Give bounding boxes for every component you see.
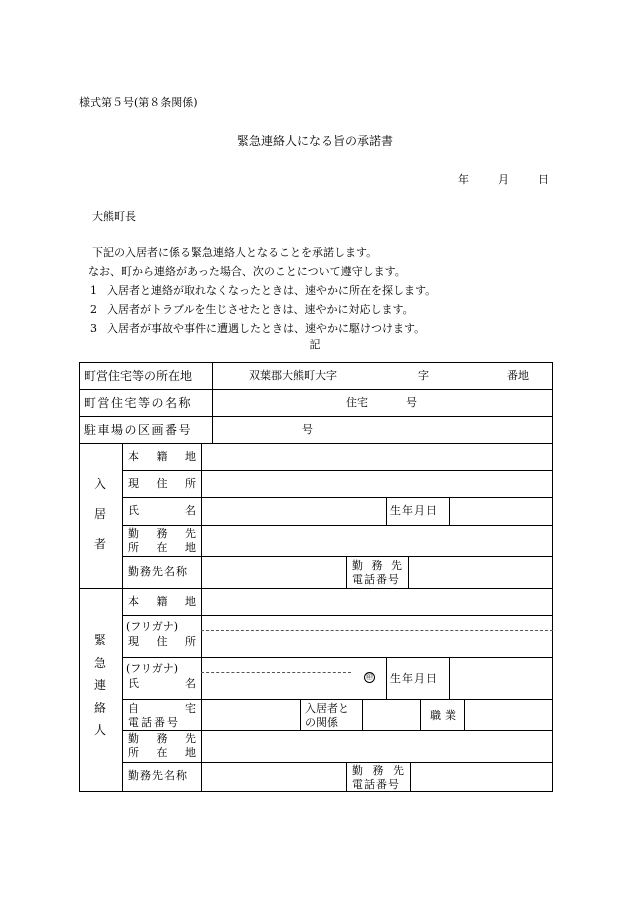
- banchi-label: 番地: [507, 369, 529, 382]
- pledge-text: 入居者がトラブルを生じさせたときは、速やかに対応します。: [107, 303, 414, 316]
- col-divider: [464, 699, 465, 730]
- pledge-text: 入居者が事故や事件に遭遇したときは、速やかに駆けつけます。: [107, 322, 426, 335]
- row-divider: [79, 443, 553, 444]
- resident-name-label: [128, 505, 196, 516]
- date-line: [458, 174, 549, 185]
- contact-relation-label-1: 入居者と: [305, 702, 349, 715]
- group-char: 急: [94, 655, 107, 670]
- label-char: 先: [393, 764, 404, 777]
- seal-mark: ㊞: [366, 673, 373, 681]
- row-divider: [122, 497, 553, 498]
- label-char: 地: [185, 595, 196, 608]
- document-title: 緊急連絡人になる旨の承諾書: [236, 134, 393, 148]
- label-char: 勤: [352, 559, 363, 572]
- parking-label: 駐車場の区画番号: [84, 423, 193, 437]
- label-char: 現: [128, 477, 139, 490]
- group-char: 人: [94, 723, 107, 737]
- consent-statement: 下記の入居者に係る緊急連絡人となることを承諾します。: [92, 246, 378, 259]
- parking-go-label: 号: [302, 423, 313, 436]
- contact-occupation-label: 職業: [430, 709, 460, 722]
- resident-work-tel-label-1: [352, 560, 402, 571]
- label-char: 本: [128, 450, 139, 463]
- group-char: 者: [94, 537, 107, 551]
- label-char: 所: [128, 746, 139, 759]
- label-char: 勤: [352, 764, 363, 777]
- label-char: 宅: [185, 702, 196, 715]
- date-year: 年: [458, 173, 469, 186]
- contact-group-label: [94, 634, 106, 736]
- addressee: 大熊町長: [92, 210, 136, 223]
- label-char: 本: [128, 595, 139, 608]
- row-divider: [79, 389, 553, 390]
- col-divider: [386, 497, 387, 525]
- housing-name-label: 町営住宅等の名称: [84, 396, 193, 410]
- resident-group-label: [94, 478, 106, 550]
- pledge-number: 1: [90, 284, 97, 297]
- location-label: 町営住宅等の所在地: [84, 369, 193, 383]
- label-char: 地: [185, 746, 196, 759]
- row-divider: [122, 525, 553, 526]
- label-char: 先: [185, 527, 196, 540]
- label-char: 住: [156, 477, 168, 490]
- col-divider: [362, 699, 363, 730]
- label-char: 住: [156, 635, 168, 648]
- row-divider: [122, 556, 553, 557]
- group-char: 緊: [94, 633, 107, 647]
- label-char: 名: [185, 504, 196, 517]
- row-divider: [122, 657, 553, 658]
- resident-work-name-label: 勤務先名称: [128, 565, 188, 578]
- row-divider: [122, 615, 553, 616]
- label-char: 名: [185, 677, 196, 690]
- label-char: 所: [185, 635, 196, 648]
- label-char: 勤: [128, 527, 139, 540]
- contact-work-addr-label-1: [128, 733, 196, 744]
- col-divider: [122, 443, 123, 792]
- resident-genjusho-label: [128, 478, 196, 489]
- contact-honseki-label: [128, 596, 196, 607]
- compliance-statement: なお、町から連絡があった場合、次のことについて遵守します。: [88, 265, 406, 278]
- col-divider: [346, 762, 347, 792]
- contact-home-tel-label-2: 電話番号: [128, 716, 180, 729]
- label-char: 務: [156, 732, 168, 745]
- furigana-divider: [201, 672, 351, 673]
- pledge-number: 3: [90, 322, 97, 335]
- col-divider: [201, 443, 202, 792]
- row-divider: [79, 416, 553, 417]
- housing-go-label: 号: [406, 396, 417, 409]
- ki-marker: 記: [309, 338, 321, 351]
- col-divider: [420, 699, 421, 730]
- label-char: 籍: [156, 595, 168, 608]
- pledge-item-3: [90, 323, 425, 334]
- location-prefix: 双葉郡大熊町大字: [249, 369, 337, 382]
- group-char: 連: [94, 678, 107, 692]
- label-char: 先: [185, 732, 196, 745]
- group-char: 居: [94, 507, 107, 521]
- col-divider: [449, 657, 450, 699]
- col-divider: [386, 657, 387, 699]
- label-char: 地: [185, 541, 196, 554]
- col-divider: [408, 556, 409, 588]
- contact-furigana-label: (フリガナ): [126, 620, 179, 633]
- label-char: 自: [128, 702, 139, 715]
- row-divider: [122, 470, 553, 471]
- pledge-item-2: [90, 304, 414, 315]
- resident-work-addr-label-1: [128, 528, 196, 539]
- col-divider: [212, 362, 213, 443]
- contact-genjusho-label: [128, 636, 196, 647]
- label-char: 氏: [128, 677, 139, 690]
- row-divider: [122, 730, 553, 731]
- date-day: 日: [538, 173, 549, 186]
- col-divider: [449, 497, 450, 525]
- resident-honseki-label: [128, 451, 196, 462]
- col-divider: [300, 699, 301, 730]
- resident-birth-label: 生年月日: [390, 504, 438, 517]
- label-char: 勤: [128, 732, 139, 745]
- contact-name-furigana-label: (フリガナ): [126, 662, 179, 675]
- date-month: 月: [498, 173, 509, 186]
- resident-work-addr-label-2: [128, 542, 196, 553]
- label-char: 務: [371, 559, 383, 572]
- label-char: 所: [128, 541, 139, 554]
- label-char: 現: [128, 635, 139, 648]
- form-number: 様式第５号(第８条関係): [79, 96, 198, 109]
- contact-work-name-label: 勤務先名称: [128, 769, 188, 782]
- contact-work-addr-label-2: [128, 747, 196, 758]
- jutaku-label: 住宅: [346, 396, 368, 409]
- contact-name-label: [128, 678, 196, 689]
- label-char: 籍: [156, 450, 168, 463]
- label-char: 所: [185, 477, 196, 490]
- resident-work-tel-label-2: 電話番号: [352, 573, 400, 586]
- contact-home-tel-label-1: [128, 703, 196, 714]
- label-char: 在: [156, 541, 168, 554]
- contact-birth-label: 生年月日: [390, 672, 438, 685]
- group-char: 絡: [94, 700, 107, 715]
- pledge-item-1: [90, 285, 436, 296]
- label-char: 在: [156, 746, 168, 759]
- aza-label: 字: [418, 369, 429, 382]
- contact-work-tel-label-1: [352, 765, 404, 776]
- contact-relation-label-2: の関係: [305, 716, 338, 729]
- contact-work-tel-label-2: 電話番号: [352, 778, 400, 791]
- col-divider: [410, 762, 411, 792]
- row-divider: [122, 762, 553, 763]
- furigana-divider: [201, 630, 553, 631]
- label-char: 氏: [128, 504, 139, 517]
- label-char: 先: [391, 559, 402, 572]
- label-char: 務: [156, 527, 168, 540]
- section-divider: [79, 588, 553, 589]
- row-divider: [122, 699, 553, 700]
- label-char: 地: [185, 450, 196, 463]
- group-char: 入: [94, 477, 107, 491]
- pledge-number: 2: [90, 303, 97, 316]
- col-divider: [346, 556, 347, 588]
- pledge-text: 入居者と連絡が取れなくなったときは、速やかに所在を探します。: [107, 284, 437, 297]
- label-char: 務: [372, 764, 384, 777]
